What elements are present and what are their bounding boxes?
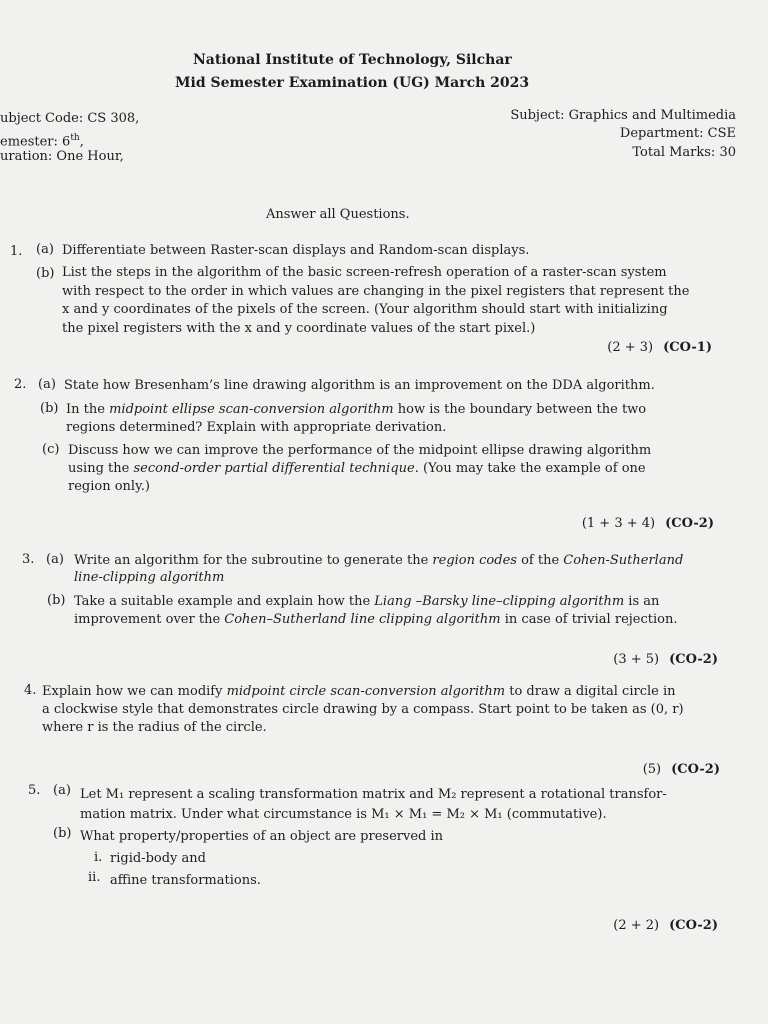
q2-b-label: (b) [40,401,59,416]
q2-a-label: (a) [38,377,56,392]
q1-marks: (2 + 3) (CO-1) [607,340,712,355]
q3-b-line1: Take a suitable example and explain how the Liang –Barsky line–clipping algorithm is an [74,594,660,609]
q2-c-line2: using the second-order partial differential technique. (You may take the example of one [68,461,646,476]
q5-marks: (2 + 2) (CO-2) [613,918,718,933]
q1-b-label: (b) [36,266,55,281]
semester: emester: 6th, [0,133,84,150]
q2-marks: (1 + 3 + 4) (CO-2) [581,516,714,531]
institute-name: National Institute of Technology, Silchar [193,52,512,68]
q2-c-label: (c) [42,442,60,457]
q5-b-ii-text: affine transformations. [110,873,261,888]
q3-b-line2: improvement over the Cohen–Sutherland line clipping algorithm in case of trivial rejection. [74,612,678,627]
q1-b-line2: with respect to the order in which values are changing in the pixel registers that represent the [62,284,690,299]
q3-marks: (3 + 5) (CO-2) [613,652,718,667]
q4-number: 4. [24,683,37,698]
q2-c-line3: region only.) [68,479,150,494]
q2-c-line1: Discuss how we can improve the performance of the midpoint ellipse drawing algorithm [68,443,652,458]
q5-a-label: (a) [53,783,71,798]
q5-a-line1: Let M₁ represent a scaling transformation matrix and M₂ represent a rotational transfor- [80,787,667,802]
q1-number: 1. [10,244,23,259]
q5-b-label: (b) [53,826,72,841]
q1-b-line3: x and y coordinates of the pixels of the screen. (Your algorithm should start with initializing [62,302,668,317]
q5-b-ii-label: ii. [88,870,101,885]
q3-number: 3. [22,552,35,567]
exam-title: Mid Semester Examination (UG) March 2023 [175,75,530,91]
q4-line1: Explain how we can modify midpoint circle scan-conversion algorithm to draw a digital circle in [42,684,676,699]
q2-a-text: State how Bresenham’s line drawing algorithm is an improvement on the DDA algorithm. [64,378,655,393]
q5-b-text: What property/properties of an object are preserved in [80,829,444,844]
q5-number: 5. [28,783,41,798]
subject-code: ubject Code: CS 308, [0,111,140,126]
total-marks: Total Marks: 30 [632,145,736,160]
q2-b-line2: regions determined? Explain with appropriate derivation. [66,420,447,435]
q1-a-text: Differentiate between Raster-scan displays and Random-scan displays. [62,243,530,258]
department: Department: CSE [619,126,736,141]
q5-b-i-text: rigid-body and [110,851,206,866]
duration: uration: One Hour, [0,149,124,164]
subject-name: Subject: Graphics and Multimedia [510,108,736,123]
q2-b-line1: In the midpoint ellipse scan-conversion algorithm how is the boundary between the two [66,402,647,417]
q4-marks: (5) (CO-2) [642,762,720,777]
q3-a-label: (a) [46,552,64,567]
q1-b-line1: List the steps in the algorithm of the basic screen-refresh operation of a raster-scan system [62,265,667,280]
q3-a-line1: Write an algorithm for the subroutine to generate the region codes of the Cohen-Sutherland [74,553,684,568]
q5-b-i-label: i. [94,850,103,865]
q4-line2: a clockwise style that demonstrates circle drawing by a compass. Start point to be taken as (0, r) [42,702,684,717]
q3-a-line2: line-clipping algorithm [74,570,225,585]
q2-number: 2. [14,377,27,392]
instruction: Answer all Questions. [266,207,410,222]
q1-a-label: (a) [36,242,54,257]
q3-b-label: (b) [47,593,66,608]
q5-a-line2: mation matrix. Under what circumstance is M₁ × M₁ = M₂ × M₁ (commutative). [80,807,607,822]
q4-line3: where r is the radius of the circle. [42,720,267,735]
q1-b-line4: the pixel registers with the x and y coordinate values of the start pixel.) [62,321,536,336]
